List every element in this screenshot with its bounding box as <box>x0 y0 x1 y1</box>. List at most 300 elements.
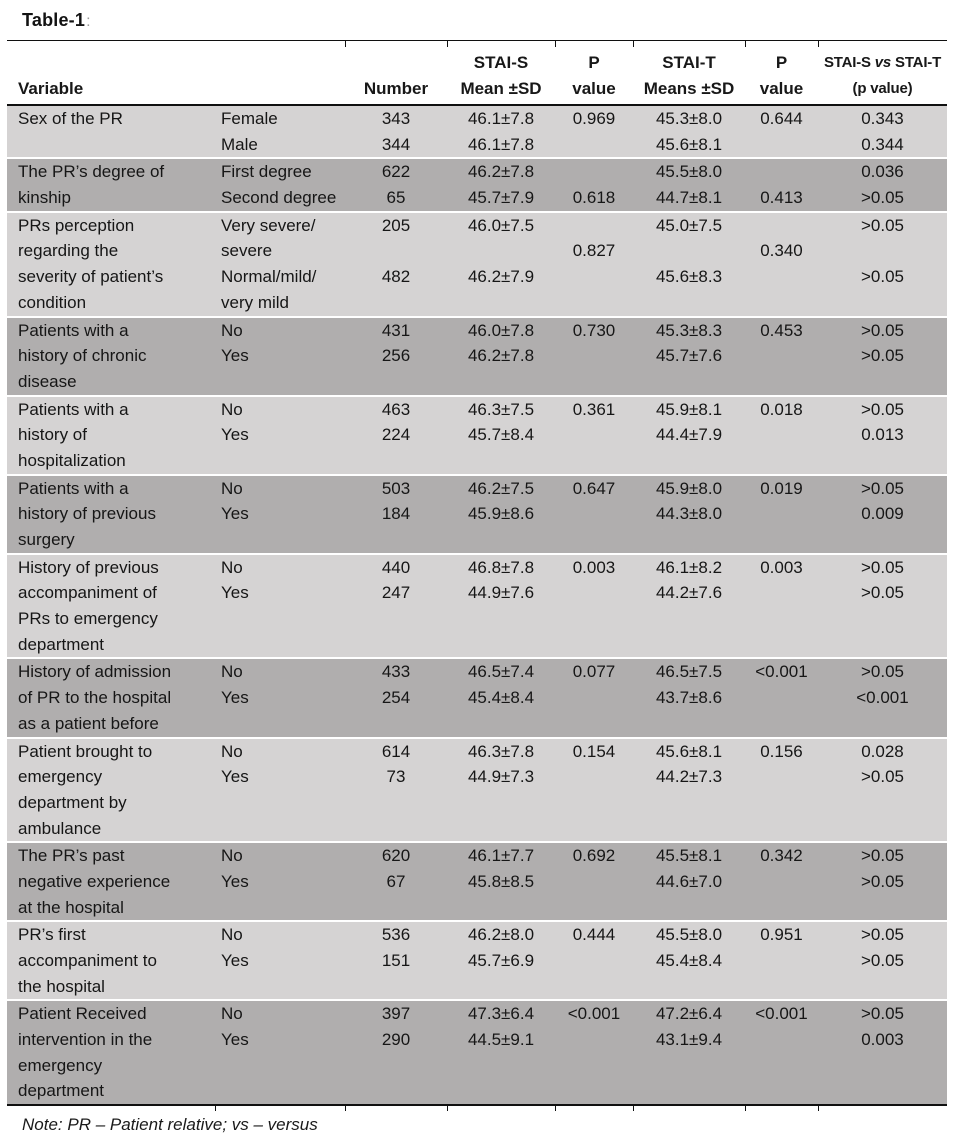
table-cell: 46.2±7.5 <box>467 478 535 498</box>
table-cell: Yes <box>221 767 249 787</box>
table-cell: department by <box>18 792 127 812</box>
table-cell <box>345 895 447 921</box>
table-cell <box>345 1053 447 1079</box>
table-cell: 0.156 <box>760 741 803 761</box>
table-cell <box>633 632 745 658</box>
table-cell: department <box>18 634 104 654</box>
table-cell: History of previous <box>18 557 159 577</box>
table-cell: 47.2±6.4 <box>655 1004 723 1024</box>
table-cell: 440 <box>381 557 411 577</box>
table-cell <box>745 213 818 239</box>
table-cell <box>818 448 947 474</box>
table-row <box>7 816 947 842</box>
table-cell: 0.154 <box>572 741 616 761</box>
table-cell <box>745 132 818 158</box>
table-cell: Yes <box>221 504 249 524</box>
table-cell: 0.003 <box>572 557 616 577</box>
variable-group <box>7 476 947 553</box>
table-cell: department <box>18 1081 104 1101</box>
table-cell <box>215 606 345 632</box>
variable-group <box>7 1001 947 1104</box>
table-cell <box>555 764 633 790</box>
table-cell: The PR’s degree of <box>18 162 165 182</box>
table-cell: >0.05 <box>860 478 904 498</box>
table-cell: 224 <box>381 425 411 445</box>
table-cell: >0.05 <box>860 346 904 366</box>
table-title-colon: : <box>86 13 91 30</box>
table-cell: intervention in the <box>18 1030 153 1050</box>
table-cell <box>633 1078 745 1104</box>
table-cell: Female <box>221 109 278 128</box>
table-cell: 0.009 <box>861 504 904 524</box>
table-cell: 482 <box>381 267 411 287</box>
table-cell <box>818 790 947 816</box>
table-cell <box>447 606 555 632</box>
table-cell <box>745 448 818 474</box>
table-cell: 44.7±8.1 <box>655 188 723 208</box>
header-p-value-1: P value <box>572 53 616 98</box>
table-cell: 46.0±7.8 <box>467 320 535 340</box>
header-variable-line2: Variable <box>18 79 84 98</box>
table-cell: >0.05 <box>860 399 904 419</box>
table-cell <box>555 948 633 974</box>
table-note: Note: PR – Patient relative; vs – versus <box>22 1115 318 1135</box>
table-cell: >0.05 <box>860 951 904 970</box>
table-cell: Very severe/ <box>221 215 316 235</box>
table-cell: Normal/mild/ <box>221 267 317 287</box>
table-cell: >0.05 <box>860 1004 904 1024</box>
table-row <box>7 318 947 344</box>
table-cell: 0.644 <box>760 109 803 128</box>
table-cell: 45.5±8.1 <box>655 846 723 866</box>
table-cell <box>555 580 633 606</box>
table-cell: 463 <box>381 399 411 419</box>
table-cell: Yes <box>221 688 249 708</box>
table-cell: No <box>221 846 243 866</box>
table-cell <box>818 816 947 842</box>
variable-group <box>7 159 947 210</box>
table-cell <box>745 501 818 527</box>
table-cell <box>555 290 633 316</box>
table-cell <box>745 1053 818 1079</box>
table-cell: 0.342 <box>760 846 803 866</box>
table-cell: 256 <box>381 346 411 366</box>
table-cell <box>555 974 633 1000</box>
table-row <box>7 739 947 765</box>
table-cell <box>447 1053 555 1079</box>
table-cell <box>7 132 215 158</box>
table-cell <box>215 711 345 737</box>
table-cell: 46.1±7.8 <box>467 109 535 128</box>
table-cell <box>555 816 633 842</box>
header-stai-t: STAI-T Means ±SD <box>643 53 735 98</box>
table-cell <box>633 238 745 264</box>
table-cell: 0.018 <box>760 399 803 419</box>
table-cell: 46.5±7.4 <box>467 662 535 682</box>
header-p-value-2: P value <box>759 53 804 98</box>
table-cell: Sex of the PR <box>18 109 123 128</box>
table-cell <box>555 448 633 474</box>
table-cell: 45.7±7.9 <box>467 188 535 208</box>
table-row <box>7 185 947 211</box>
table-cell: 184 <box>381 504 411 524</box>
table-row <box>7 843 947 869</box>
table-cell <box>745 869 818 895</box>
table-cell: 45.0±7.5 <box>655 215 723 235</box>
table-cell <box>555 711 633 737</box>
table-cell <box>345 369 447 395</box>
table-cell <box>745 632 818 658</box>
table-body <box>7 106 947 1104</box>
table-cell: 620 <box>381 846 411 866</box>
header-stai-s: STAI-S Mean ±SD <box>460 53 542 98</box>
table-cell: 45.7±7.6 <box>655 346 723 366</box>
table-cell: accompaniment to <box>18 951 157 970</box>
table-cell: history of <box>18 425 87 445</box>
table-cell: 45.3±8.0 <box>655 109 723 128</box>
table-cell: 0.453 <box>760 320 803 340</box>
table-cell: 44.6±7.0 <box>655 871 723 891</box>
table-cell <box>633 1053 745 1079</box>
table-cell: 0.003 <box>861 1030 904 1050</box>
table-cell <box>555 527 633 553</box>
table-header <box>7 40 947 106</box>
table-row <box>7 632 947 658</box>
table-row <box>7 1078 947 1104</box>
table-cell <box>633 895 745 921</box>
table-cell: 0.413 <box>760 188 803 208</box>
table-cell <box>745 580 818 606</box>
table-cell: 614 <box>381 741 411 761</box>
table-cell: accompaniment of <box>18 583 157 603</box>
table-cell: 290 <box>381 1030 411 1050</box>
table-cell <box>818 895 947 921</box>
table-cell: >0.05 <box>860 557 904 577</box>
table-title: Table-1 <box>22 10 86 30</box>
table-cell <box>215 369 345 395</box>
header-variable <box>7 50 215 102</box>
table-cell: 431 <box>381 320 411 340</box>
table-cell: >0.05 <box>860 767 904 787</box>
table-cell <box>447 238 555 264</box>
table-cell: 46.3±7.8 <box>467 741 535 761</box>
table-cell: 343 <box>381 109 411 128</box>
table-row <box>7 790 947 816</box>
table-cell: <0.001 <box>567 1004 621 1024</box>
table-cell <box>555 343 633 369</box>
table-cell <box>447 369 555 395</box>
table-cell <box>447 448 555 474</box>
table-cell <box>633 790 745 816</box>
table-cell <box>555 1078 633 1104</box>
table-cell <box>345 632 447 658</box>
table-cell: 45.9±8.1 <box>655 399 723 419</box>
table-cell: History of admission <box>18 662 172 682</box>
table-cell: 0.019 <box>760 478 803 498</box>
table-cell: <0.001 <box>755 662 808 682</box>
table-cell: hospitalization <box>18 450 126 470</box>
table-cell <box>447 974 555 1000</box>
table-cell <box>555 1053 633 1079</box>
variable-group <box>7 213 947 316</box>
table-cell: Patients with a <box>18 399 129 419</box>
table-cell <box>345 790 447 816</box>
table-cell: negative experience <box>18 871 171 891</box>
table-bottom-rule <box>7 1104 947 1113</box>
table-cell: 46.2±7.8 <box>467 162 535 182</box>
table-cell: 0.618 <box>572 188 616 208</box>
variable-group <box>7 555 947 658</box>
table-cell <box>745 527 818 553</box>
table-cell: 0.013 <box>861 425 904 445</box>
table-cell: 45.7±8.4 <box>467 425 535 445</box>
table-cell: Patient brought to <box>18 741 153 761</box>
table-cell <box>555 501 633 527</box>
table-cell: Yes <box>221 1030 249 1050</box>
table-cell: 44.9±7.3 <box>467 767 535 787</box>
table-row <box>7 869 947 895</box>
table-cell: history of chronic <box>18 346 147 366</box>
table-cell <box>745 422 818 448</box>
table-cell: No <box>221 557 243 577</box>
table-cell: 46.1±7.7 <box>467 846 535 866</box>
table-cell: No <box>221 925 243 945</box>
table-row <box>7 555 947 581</box>
table-cell <box>818 1053 947 1079</box>
table-cell: 46.0±7.5 <box>467 215 535 235</box>
table-cell <box>345 448 447 474</box>
table-cell <box>818 632 947 658</box>
table-cell <box>555 369 633 395</box>
table-cell: Patients with a <box>18 320 129 340</box>
table-cell <box>745 159 818 185</box>
table-cell <box>818 290 947 316</box>
table-cell <box>215 895 345 921</box>
table-row <box>7 1053 947 1079</box>
table-row <box>7 422 947 448</box>
table-row <box>7 290 947 316</box>
table-cell: 622 <box>381 162 411 182</box>
table-cell <box>745 685 818 711</box>
table-cell: PRs to emergency <box>18 609 158 629</box>
variable-group <box>7 318 947 395</box>
table-row <box>7 264 947 290</box>
table-cell <box>447 1078 555 1104</box>
table-cell <box>745 290 818 316</box>
table-cell <box>447 290 555 316</box>
table-cell <box>345 290 447 316</box>
table-cell <box>215 1078 345 1104</box>
variable-group <box>7 843 947 920</box>
table-cell: 46.8±7.8 <box>467 557 535 577</box>
header-variable-line1 <box>18 50 215 76</box>
table-cell <box>818 974 947 1000</box>
table-cell: 44.3±8.0 <box>655 504 723 524</box>
table-cell: 0.036 <box>861 162 904 182</box>
table-cell: 247 <box>381 583 411 603</box>
table-row <box>7 476 947 502</box>
table-row <box>7 213 947 239</box>
table-cell <box>555 895 633 921</box>
table-cell <box>215 448 345 474</box>
table-cell <box>633 816 745 842</box>
table-cell <box>555 159 633 185</box>
table-cell: 46.3±7.5 <box>467 399 535 419</box>
table-cell <box>555 606 633 632</box>
table-cell: 45.6±8.1 <box>655 741 723 761</box>
table-cell: 43.7±8.6 <box>655 688 723 708</box>
table-cell: 536 <box>381 925 411 945</box>
table-cell: 45.6±8.1 <box>655 134 723 154</box>
table-cell: 0.361 <box>572 399 616 419</box>
table-cell: 344 <box>381 134 411 154</box>
table-row <box>7 1027 947 1053</box>
table-cell: 0.692 <box>572 846 616 866</box>
table-row <box>7 948 947 974</box>
table-cell: 46.1±7.8 <box>467 134 535 154</box>
table-cell <box>555 685 633 711</box>
table-row <box>7 659 947 685</box>
table-row <box>7 397 947 423</box>
table-cell: 46.2±7.9 <box>467 267 535 287</box>
table-cell <box>745 1027 818 1053</box>
table-row <box>7 711 947 737</box>
table-cell <box>818 711 947 737</box>
table-cell: The PR’s past <box>18 846 125 866</box>
table-cell <box>215 527 345 553</box>
table-cell: 0.343 <box>861 109 904 128</box>
table-cell: >0.05 <box>860 925 904 945</box>
table-row <box>7 106 947 132</box>
table-cell <box>447 527 555 553</box>
table-cell: 0.730 <box>572 320 616 340</box>
table-cell: No <box>221 320 243 340</box>
table-cell: 47.3±6.4 <box>467 1004 535 1024</box>
table-cell: Yes <box>221 871 249 891</box>
table-cell: 43.1±9.4 <box>655 1030 723 1050</box>
table-cell: 44.4±7.9 <box>655 425 723 445</box>
table-cell: 397 <box>381 1004 411 1024</box>
table-cell: Yes <box>221 951 249 970</box>
table-row <box>7 343 947 369</box>
table-cell: 44.9±7.6 <box>467 583 535 603</box>
table-cell: >0.05 <box>860 871 904 891</box>
table-cell: 46.5±7.5 <box>655 662 723 682</box>
table-cell: 44.5±9.1 <box>467 1030 535 1050</box>
table-cell <box>818 527 947 553</box>
table-cell <box>633 369 745 395</box>
table-row <box>7 448 947 474</box>
variable-group <box>7 922 947 999</box>
table-cell <box>215 974 345 1000</box>
table-row <box>7 974 947 1000</box>
table-row <box>7 132 947 158</box>
stai-results-table <box>7 40 947 1113</box>
variable-group <box>7 106 947 157</box>
table-cell: Yes <box>221 583 249 603</box>
table-cell: >0.05 <box>860 846 904 866</box>
table-cell <box>215 816 345 842</box>
table-row <box>7 895 947 921</box>
table-cell: 45.4±8.4 <box>655 951 723 970</box>
table-cell <box>745 790 818 816</box>
table-cell <box>745 343 818 369</box>
table-cell <box>555 264 633 290</box>
table-cell: >0.05 <box>860 267 904 287</box>
table-cell: 0.969 <box>572 109 616 128</box>
table-cell: 45.3±8.3 <box>655 320 723 340</box>
table-cell <box>345 238 447 264</box>
table-cell <box>745 369 818 395</box>
table-cell: 45.6±8.3 <box>655 267 723 287</box>
table-cell: 44.2±7.3 <box>655 767 723 787</box>
table-cell: No <box>221 741 243 761</box>
table-row <box>7 685 947 711</box>
table-cell <box>555 869 633 895</box>
table-cell: 0.003 <box>760 557 803 577</box>
table-row <box>7 606 947 632</box>
table-cell: very mild <box>221 292 290 312</box>
table-cell <box>818 1078 947 1104</box>
table-title-row <box>0 0 954 40</box>
table-cell: >0.05 <box>860 320 904 340</box>
table-cell: Male <box>221 134 258 154</box>
table-cell <box>633 448 745 474</box>
table-cell: >0.05 <box>860 188 904 208</box>
table-cell: 45.5±8.0 <box>655 925 723 945</box>
table-cell: severe <box>221 241 273 261</box>
table-cell: No <box>221 662 243 682</box>
table-cell: 0.827 <box>572 241 616 261</box>
table-cell <box>745 764 818 790</box>
table-cell <box>555 422 633 448</box>
table-row <box>7 527 947 553</box>
table-cell <box>633 527 745 553</box>
table-cell: of PR to the hospital <box>18 688 172 708</box>
table-cell: 0.028 <box>861 741 904 761</box>
table-row <box>7 580 947 606</box>
table-cell: <0.001 <box>755 1004 808 1024</box>
table-cell: 46.1±8.2 <box>655 557 723 577</box>
table-cell <box>818 606 947 632</box>
table-cell: Patients with a <box>18 478 129 498</box>
table-cell: 73 <box>386 767 406 787</box>
table-row <box>7 501 947 527</box>
table-cell: PRs perception <box>18 215 135 235</box>
table-cell: 0.951 <box>760 925 803 945</box>
table-cell: Second degree <box>221 188 337 208</box>
table-cell: First degree <box>221 162 312 182</box>
table-cell: Patient Received <box>18 1004 147 1024</box>
table-cell: as a patient before <box>18 713 159 733</box>
table-cell <box>447 632 555 658</box>
table-cell <box>447 711 555 737</box>
table-cell: surgery <box>18 530 75 549</box>
table-cell <box>345 606 447 632</box>
table-cell: 65 <box>386 188 406 208</box>
table-row <box>7 238 947 264</box>
table-cell <box>745 264 818 290</box>
table-cell: 45.9±8.6 <box>467 504 535 524</box>
variable-group <box>7 659 947 736</box>
table-cell: 45.4±8.4 <box>467 688 535 708</box>
table-cell: the hospital <box>18 976 105 996</box>
table-cell: <0.001 <box>856 688 909 708</box>
table-cell <box>447 790 555 816</box>
table-cell: regarding the <box>18 241 119 261</box>
table-cell: history of previous <box>18 504 156 524</box>
table-cell <box>633 711 745 737</box>
